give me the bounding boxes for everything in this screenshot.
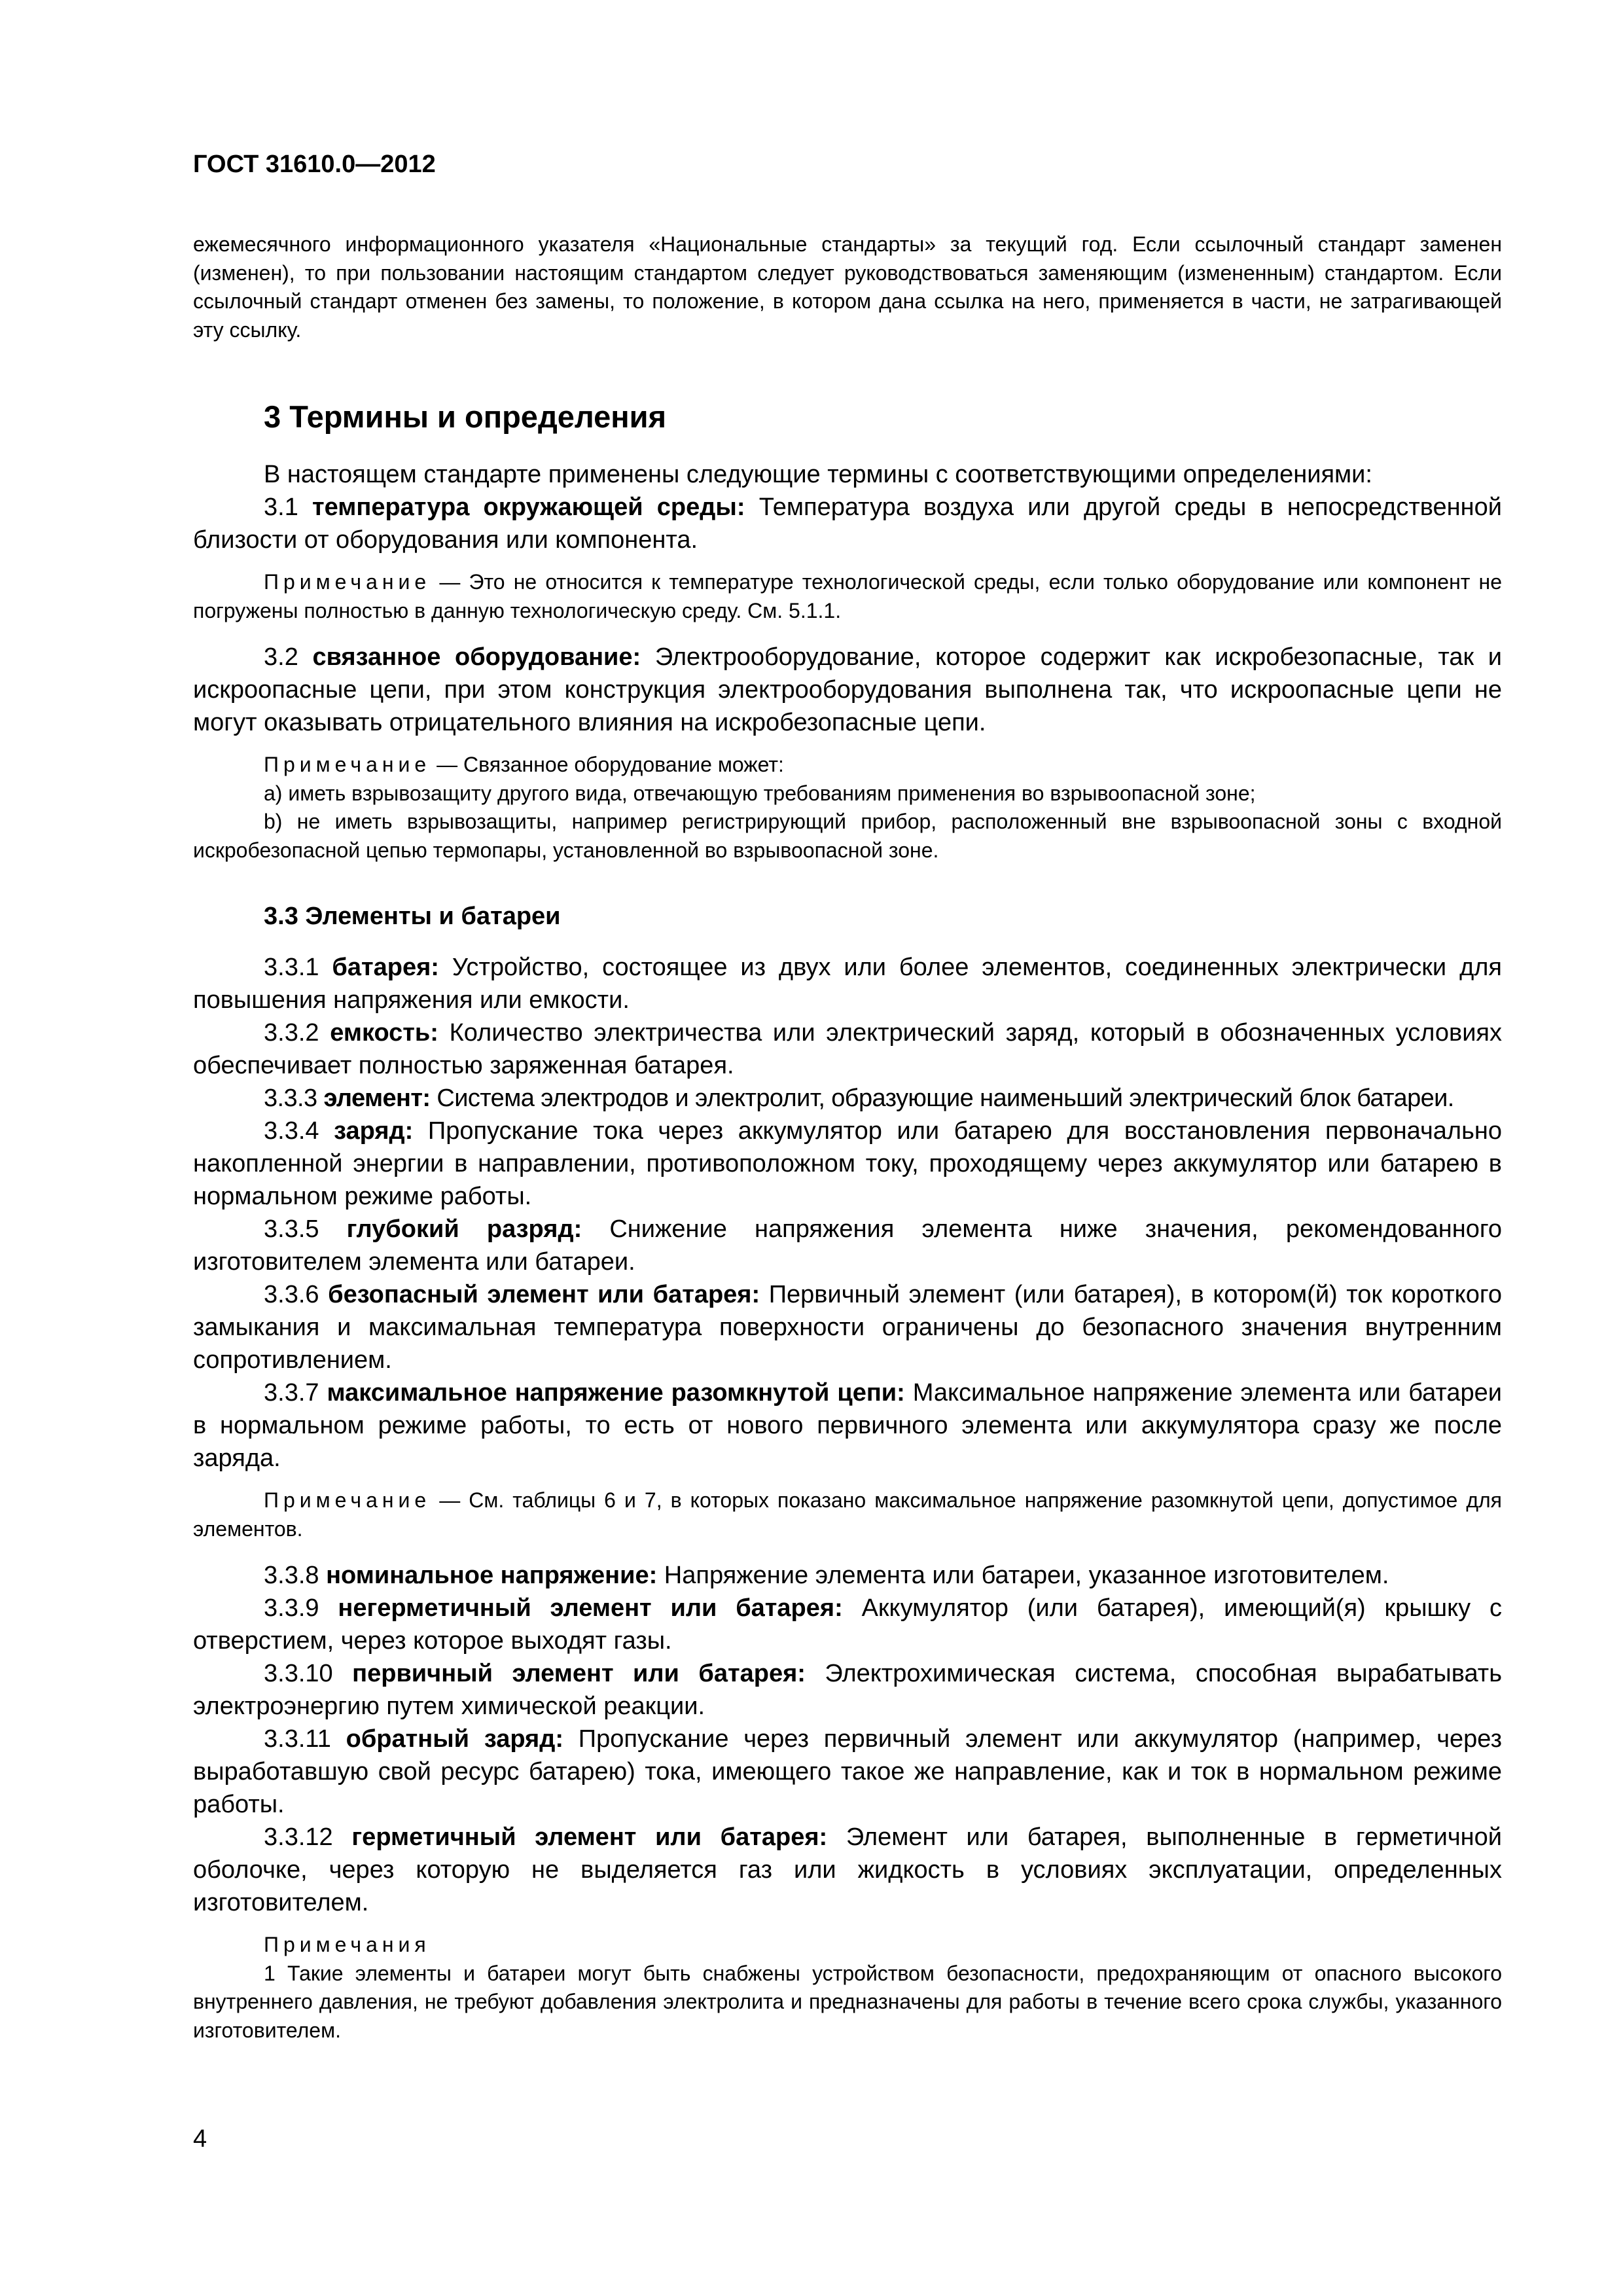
term-definition: Пропускание тока через аккумулятор или батарею для восстановления первоначально накопленной энергии в направлении, противоположном току, проходящему через аккумулятор или батарею в нормальном режиме работы.: [193, 1117, 1502, 1210]
term-definition: Электрохимическая система, способная вырабатывать электроэнергию путем химической реакции.: [193, 1660, 1502, 1720]
note-label: Примечание: [264, 570, 431, 594]
standard-code-header: ГОСТ 31610.0—2012: [193, 151, 436, 178]
term-number: 3.3.5: [264, 1215, 347, 1243]
term-3-3-3: [193, 1082, 1502, 1115]
subsection-title: 3.3 Элементы и батареи: [264, 903, 561, 930]
section-lead-paragraph: В настоящем стандарте применены следующие термины с соответствующими определениями:: [264, 461, 1372, 488]
term-number: 3.3.2: [264, 1019, 330, 1047]
term-number: 3.3.9: [264, 1594, 338, 1622]
term-3-3-7: [193, 1376, 1502, 1475]
note-text: — Связанное оборудование может:: [431, 753, 784, 776]
note-item-b: b) не иметь взрывозащиты, например регистрирующий прибор, расположенный вне взрывоопасной зоны с входной искробезопасной цепью термопары, установленной во взрывоопасной зоне.: [193, 810, 1502, 862]
section-title: 3 Термины и определения: [264, 399, 666, 434]
note-text: — См. таблицы 6 и 7, в которых показано максимальное напряжение разомкнутой цепи, допустимое для элементов.: [193, 1488, 1502, 1541]
term-definition: Элемент или батарея, выполненные в герметичной оболочке, через которую не выделяется газ или жидкость в условиях эксплуатации, определенных изготовителем.: [193, 1823, 1502, 1916]
term-3-3-4: [193, 1115, 1502, 1213]
term-definition: Первичный элемент (или батарея), в котором(й) ток короткого замыкания и максимальная температура поверхности ограничены до безопасного значения внутренним сопротивлением.: [193, 1281, 1502, 1374]
term-3-3-10: [193, 1657, 1502, 1723]
term-number: 3.3.12: [264, 1823, 352, 1851]
notes-heading: [193, 1931, 1502, 1960]
term-name: глубокий разряд:: [346, 1215, 582, 1243]
term-name: негерметичный элемент или батарея:: [338, 1594, 843, 1622]
term-name: первичный элемент или батарея:: [352, 1660, 806, 1687]
term-3-1: [193, 491, 1502, 556]
term-name: обратный заряд:: [346, 1725, 563, 1753]
term-definition: Устройство, состоящее из двух или более элементов, соединенных электрически для повышения напряжения или емкости.: [193, 954, 1502, 1014]
term-definition: Количество электричества или электрический заряд, который в обозначенных условиях обеспечивает полностью заряженная батарея.: [193, 1019, 1503, 1079]
note-item-a: a) иметь взрывозащиту другого вида, отвечающую требованиям применения во взрывоопасной зоне;: [264, 781, 1256, 805]
term-definition: Система электродов и электролит, образующие наименьший электрический блок батареи.: [430, 1085, 1454, 1112]
term-3-3-1: [193, 951, 1502, 1016]
term-definition: Напряжение элемента или батареи, указанное изготовителем.: [657, 1562, 1389, 1589]
term-definition: Снижение напряжения элемента ниже значения, рекомендованного изготовителем элемента или батареи.: [193, 1215, 1502, 1276]
term-3-3-9: [193, 1592, 1502, 1657]
term-definition: Пропускание через первичный элемент или аккумулятор (например, через выработавшую свой ресурс батарею) тока, имеющего такое же направление, как и ток в нормальном режиме работы.: [193, 1725, 1502, 1818]
note-1: 1 Такие элементы и батареи могут быть снабжены устройством безопасности, предохраняющим от опасного высокого внутреннего давления, не требуют добавления электролита и предназначены для работы в течение всего срока службы, указанного изготовителем.: [193, 1961, 1502, 2042]
term-3-3-8: [193, 1559, 1502, 1592]
term-number: 3.2: [264, 643, 313, 671]
term-number: 3.3.7: [264, 1379, 327, 1407]
term-3-3-12: [193, 1821, 1502, 1919]
term-3-3-7-note: [193, 1486, 1502, 1543]
note-intro: [193, 751, 1502, 780]
term-3-2: [193, 641, 1502, 739]
term-number: 3.3.8: [264, 1562, 327, 1589]
page-content: [193, 149, 1502, 2060]
term-number: 3.3.1: [264, 954, 332, 981]
term-name: емкость:: [330, 1019, 438, 1047]
term-name: элемент:: [323, 1085, 431, 1112]
term-3-3-11: [193, 1723, 1502, 1821]
term-number: 3.3.11: [264, 1725, 346, 1753]
term-3-1-note: [193, 568, 1502, 625]
intro-paragraph: ежемесячного информационного указателя «Национальные стандарты» за текущий год. Если ссылочный стандарт заменен (изменен), то при пользовании настоящим стандартом следует руководствоваться заменяющим (измененным) стандартом. Если ссылочный стандарт отменен без замены, то положение, в котором дана ссылка на него, применяется в части, не затрагивающей эту ссылку.: [193, 232, 1502, 342]
term-number: 3.3.4: [264, 1117, 334, 1145]
term-3-3-5: [193, 1213, 1502, 1278]
term-3-3-2: [193, 1016, 1502, 1082]
term-name: номинальное напряжение:: [326, 1562, 658, 1589]
term-number: 3.1: [264, 493, 313, 521]
term-3-3-6: [193, 1278, 1502, 1376]
note-label: Примечание: [264, 753, 431, 776]
term-name: герметичный элемент или батарея:: [351, 1823, 828, 1851]
notes-label: Примечания: [264, 1933, 431, 1956]
term-3-2-note: [193, 751, 1502, 865]
term-number: 3.3.10: [264, 1660, 353, 1687]
term-name: связанное оборудование:: [312, 643, 641, 671]
term-number: 3.3.3: [264, 1085, 324, 1112]
note-text: — Это не относится к температуре технологической среды, если только оборудование или компонент не погружены полностью в данную технологическую среду. См. 5.1.1.: [193, 570, 1502, 622]
term-name: заряд:: [334, 1117, 414, 1145]
term-number: 3.3.6: [264, 1281, 329, 1308]
term-3-3-12-notes: [193, 1931, 1502, 2045]
term-definition: Электрооборудование, которое содержит как искробезопасные, так и искроопасные цепи, при этом конструкция электрооборудования выполнена так, что искроопасные цепи не могут оказывать отрицательного влияния на искробезопасные цепи.: [193, 643, 1502, 736]
page-number: 4: [193, 2125, 207, 2153]
term-name: температура окружающей среды:: [312, 493, 745, 521]
term-name: безопасный элемент или батарея:: [328, 1281, 760, 1308]
term-definition: Температура воздуха или другой среды в непосредственной близости от оборудования или компонента.: [193, 493, 1502, 554]
term-definition: Аккумулятор (или батарея), имеющий(я) крышку с отверстием, через которое выходят газы.: [193, 1594, 1502, 1655]
term-name: батарея:: [332, 954, 439, 981]
note-label: Примечание: [264, 1488, 431, 1512]
term-definition: Максимальное напряжение элемента или батареи в нормальном режиме работы, то есть от нового первичного элемента или аккумулятора сразу же после заряда.: [193, 1379, 1502, 1472]
term-name: максимальное напряжение разомкнутой цепи:: [327, 1379, 905, 1407]
